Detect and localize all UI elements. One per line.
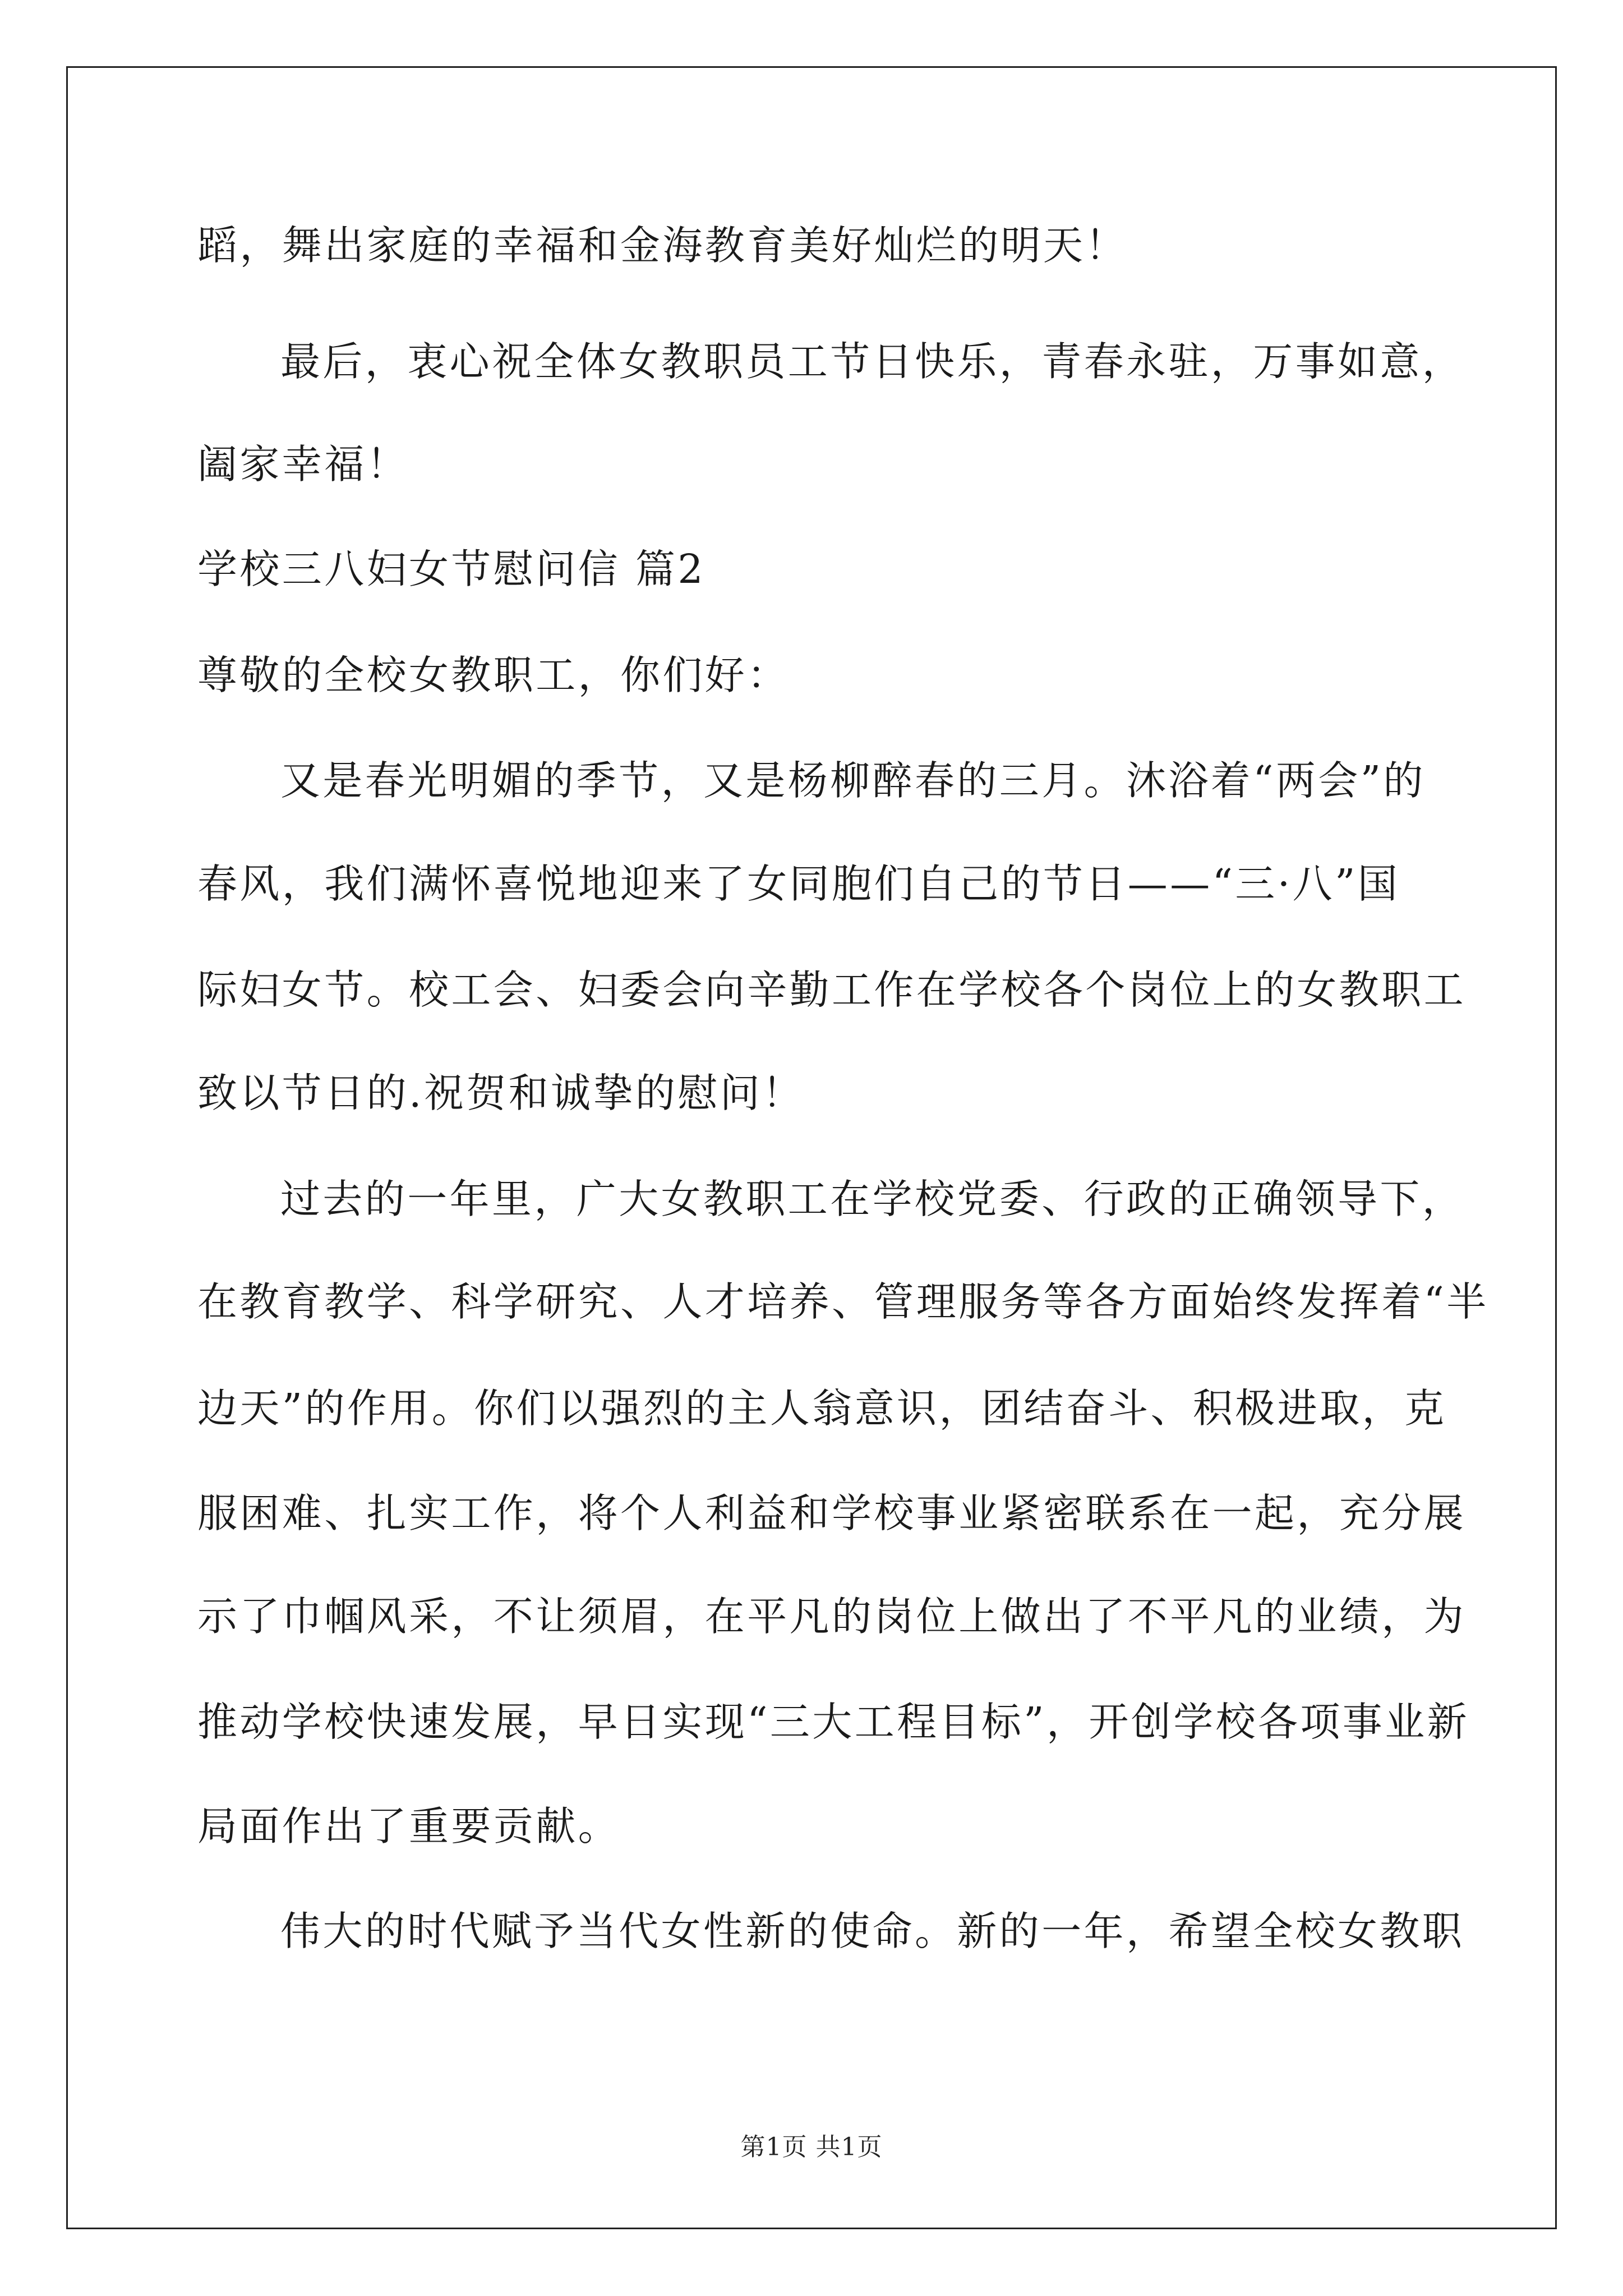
page-footer: 第1页 共1页 <box>740 2133 883 2161</box>
paragraph-line: 过去的一年里，广大女教职工在学校党委、行政的正确领导下， <box>280 1176 1465 1222</box>
paragraph-line: 致以节日的.祝贺和诚挚的慰问！ <box>197 1070 805 1116</box>
paragraph-line: 际妇女节。校工会、妇委会向辛勤工作在学校各个岗位上的女教职工 <box>197 967 1467 1013</box>
paragraph-line: 在教育教学、科学研究、人才培养、管理服务等各方面始终发挥着“半 <box>197 1278 1489 1325</box>
paragraph-line: 局面作出了重要贡献。 <box>197 1803 621 1849</box>
salutation: 尊敬的全校女教职工，你们好： <box>197 652 790 698</box>
section-heading: 学校三八妇女节慰问信 篇2 <box>197 546 706 592</box>
paragraph-line: 服困难、扎实工作，将个人利益和学校事业紧密联系在一起，充分展 <box>197 1490 1467 1536</box>
paragraph-line: 春风，我们满怀喜悦地迎来了女同胞们自己的节日——“三·八”国 <box>197 861 1400 907</box>
paragraph-line: 又是春光明媚的季节，又是杨柳醉春的三月。沐浴着“两会”的 <box>280 757 1426 804</box>
paragraph-line: 边天”的作用。你们以强烈的主人翁意识，团结奋斗、积极进取，克 <box>197 1385 1447 1432</box>
paragraph-line: 最后，衷心祝全体女教职员工节日快乐，青春永驻，万事如意， <box>280 338 1465 385</box>
page-frame <box>66 66 1557 2229</box>
paragraph-line: 蹈，舞出家庭的幸福和金海教育美好灿烂的明天！ <box>197 222 1128 269</box>
paragraph-line: 伟大的时代赋予当代女性新的使命。新的一年，希望全校女教职 <box>280 1908 1465 1954</box>
paragraph-line: 示了巾帼风采，不让须眉，在平凡的岗位上做出了不平凡的业绩，为 <box>197 1593 1467 1640</box>
paragraph-line: 阖家幸福！ <box>197 441 409 487</box>
paragraph-line: 推动学校快速发展，早日实现“三大工程目标”，开创学校各项事业新 <box>197 1699 1469 1745</box>
